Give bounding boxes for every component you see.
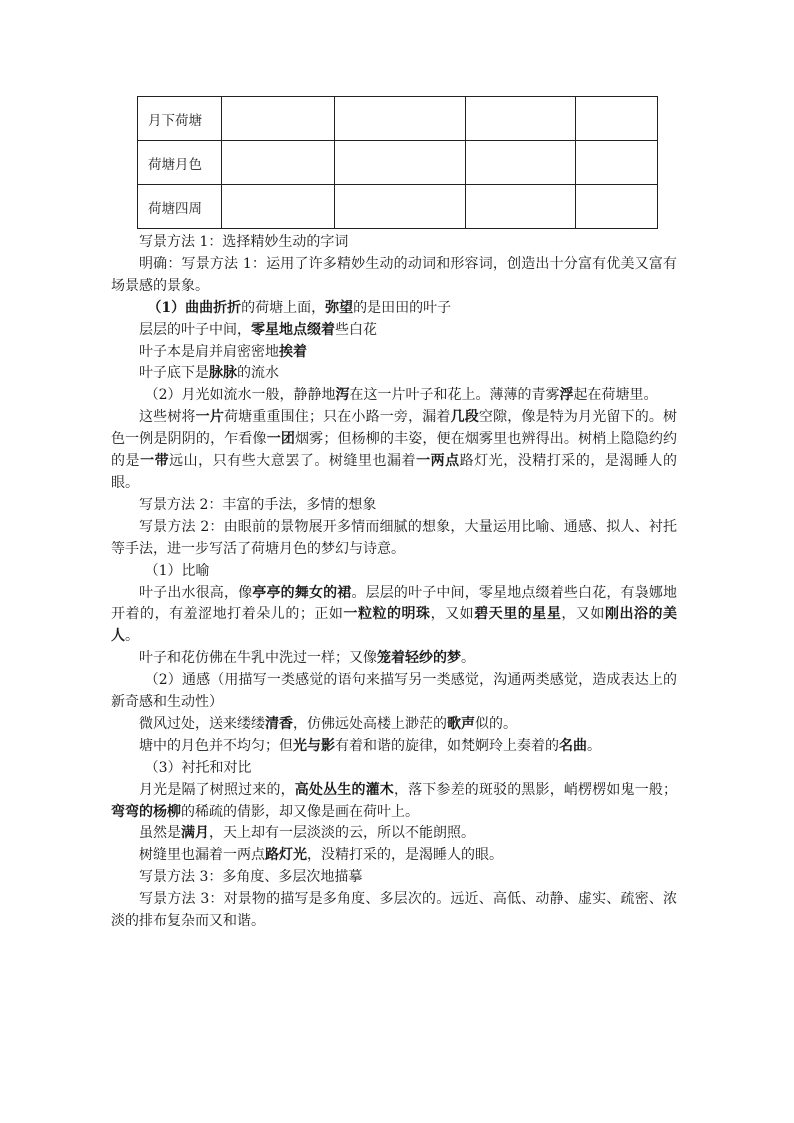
paragraph [111,298,677,320]
paragraph [111,780,677,824]
emphasis-text: 几段 [450,409,479,426]
text-run: ，又如 [561,606,605,623]
table-cell [576,141,658,185]
emphasis-text: 名曲 [559,737,587,754]
text-run: 的荷塘上面， [241,299,326,316]
emphasis-text: 浮 [559,387,574,404]
text-run: 有着和谐的旋律，如梵婀玲上奏着的 [335,737,559,754]
emphasis-text: 歌声 [447,715,475,732]
text-run: ，天上却有一层淡淡的云，所以不能朗照。 [209,825,475,842]
emphasis-text: 零星地点缀着 [251,321,335,338]
text-run: 。 [125,628,139,645]
emphasis-text: 灌木 [365,781,394,798]
text-run: 些白花 [335,321,377,338]
emphasis-text: 笼着轻纱的梦 [377,650,461,667]
paragraph [111,714,677,736]
emphasis-text: 亭亭的舞女的裙 [252,584,352,601]
text-run: 远山，只有些大意罢了。树缝里也漏着 [169,453,417,470]
text-run: 荷塘重重围住；只在小路一旁，漏着 [223,409,451,426]
text-run: 的是田田的叶子 [353,299,452,316]
paragraph [111,254,677,298]
text-run: 这些树将 [139,409,196,426]
text-run: 写景方法 3：多角度、多层次地描摹 [139,869,363,886]
emphasis-text: 刚出浴的美人 [111,606,678,645]
emphasis-text: 一带 [140,453,170,470]
paragraph [111,736,677,758]
paragraph [111,320,677,342]
table-cell [466,141,576,185]
table-cell [466,185,576,229]
table-cell [576,97,658,141]
emphasis-text: 一两点 [416,453,460,470]
emphasis-text: （1）曲曲折折 [147,299,242,316]
table-cell [222,97,335,141]
text-run: 月光是隔了树照过来的， [139,781,295,798]
emphasis-text: 高处丛生的 [294,781,366,798]
scene-table [137,96,658,229]
row-label: 荷塘月色 [138,141,222,185]
paragraph [111,648,677,670]
paragraph [111,583,677,649]
table-cell [222,141,335,185]
emphasis-text: 挨着 [279,343,307,360]
paragraph [111,670,677,714]
table-cell [335,97,466,141]
text-run: （1）比喻 [144,562,210,579]
text-run: 起在荷塘里。 [573,387,658,404]
paragraph [111,385,677,407]
paragraph [111,495,677,517]
emphasis-text: 清香 [265,715,293,732]
paragraph [111,407,677,495]
paragraph [111,517,677,561]
paragraph [111,845,677,867]
emphasis-text: 光与影 [293,737,335,754]
text-run: 虽然是 [139,825,181,842]
text-run: （3）衬托和对比 [144,759,252,776]
paragraph [111,867,677,889]
text-run: 微风过处，送来缕缕 [139,715,265,732]
emphasis-text: 一团 [266,431,296,448]
text-run: ，落下参差的斑驳的黑影，峭楞楞如鬼一般； [393,781,678,798]
text-run: 。 [587,737,601,754]
body-text [111,232,677,933]
text-run: 层层的叶子中间， [139,321,251,338]
emphasis-text: 脉脉 [209,365,237,382]
table-cell [335,185,466,229]
text-run: 明确：写景方法 1：运用了许多精妙生动的动词和形容词，创造出十分富有优美又富有场景感的景象。 [111,255,677,294]
text-run: ，又如 [430,606,475,623]
table-row [138,141,658,185]
text-run: （2）通感（用描写一类感觉的语句来描写另一类感觉，沟通两类感觉，造成表达上的新奇感和生动性） [111,672,677,711]
paragraph [111,363,677,385]
table-cell [466,97,576,141]
paragraph [111,758,677,780]
text-run: 的流水 [237,365,279,382]
text-run: 叶子本是肩并肩密密地 [139,343,279,360]
text-run: ，没精打采的，是渴睡人的眼。 [307,847,503,864]
row-label: 荷塘四周 [138,185,222,229]
emphasis-text: 泻 [335,387,350,404]
text-run: 。 [461,650,475,667]
text-run: 叶子出水很高，像 [139,584,253,601]
text-run: 写景方法 1：选择精妙生动的字词 [139,234,349,250]
text-run: （2）月光如流水一般，静静地 [144,387,336,404]
text-run: 在这一片叶子和花上。薄薄的青雾 [349,387,560,404]
text-run: 。层层的叶子中间，零星地点缀着些白花，有袅娜地开着的，有羞涩地打着朵儿的；正如 [111,584,678,623]
emphasis-text: 路灯光 [265,847,307,864]
emphasis-text: 满月 [181,825,209,842]
paragraph [111,561,677,583]
emphasis-text: 一片 [195,409,224,426]
text-run: 的稀疏的倩影，却又像是画在荷叶上。 [181,803,419,820]
emphasis-text: 碧天里的星星 [474,606,562,623]
table-cell [576,185,658,229]
table-row [138,185,658,229]
row-label: 月下荷塘 [138,97,222,141]
paragraph [111,342,677,364]
table-row [138,97,658,141]
emphasis-text: 弥望 [325,299,354,316]
paragraph [111,823,677,845]
text-run: 空隙，像是特为月光留下的。树色一例是阴阴的，乍看像 [111,409,678,448]
text-run: 路灯光，没精打采的，是渴睡人的眼。 [111,453,678,491]
text-run: 写景方法 3：对景物的描写是多角度、多层次的。远近、高低、动静、虚实、疏密、浓淡的排布复杂而又和谐。 [111,891,677,930]
emphasis-text: 一粒粒的明珠 [343,606,431,623]
text-run: 树缝里也漏着一两点 [139,847,265,864]
table-cell [222,185,335,229]
text-run: 叶子底下是 [139,365,209,382]
text-run: 塘中的月色并不均匀；但 [139,737,293,754]
paragraph [111,232,677,254]
table-cell [335,141,466,185]
text-run: 叶子和花仿佛在牛乳中洗过一样；又像 [139,650,377,667]
paragraph [111,889,677,933]
text-run: 写景方法 2：丰富的手法，多情的想象 [139,496,377,513]
text-run: 似的。 [475,715,517,732]
text-run: 写景方法 2：由眼前的景物展开多情而细腻的想象，大量运用比喻、通感、拟人、衬托等手法，进一步写活了荷塘月色的梦幻与诗意。 [111,518,677,557]
text-run: ，仿佛远处高楼上渺茫的 [293,715,447,732]
text-run: 烟雾；但杨柳的丰姿，便在烟雾里也辨得出。树梢上隐隐约约的是 [111,431,678,470]
emphasis-text: 弯弯的杨柳 [111,803,181,820]
